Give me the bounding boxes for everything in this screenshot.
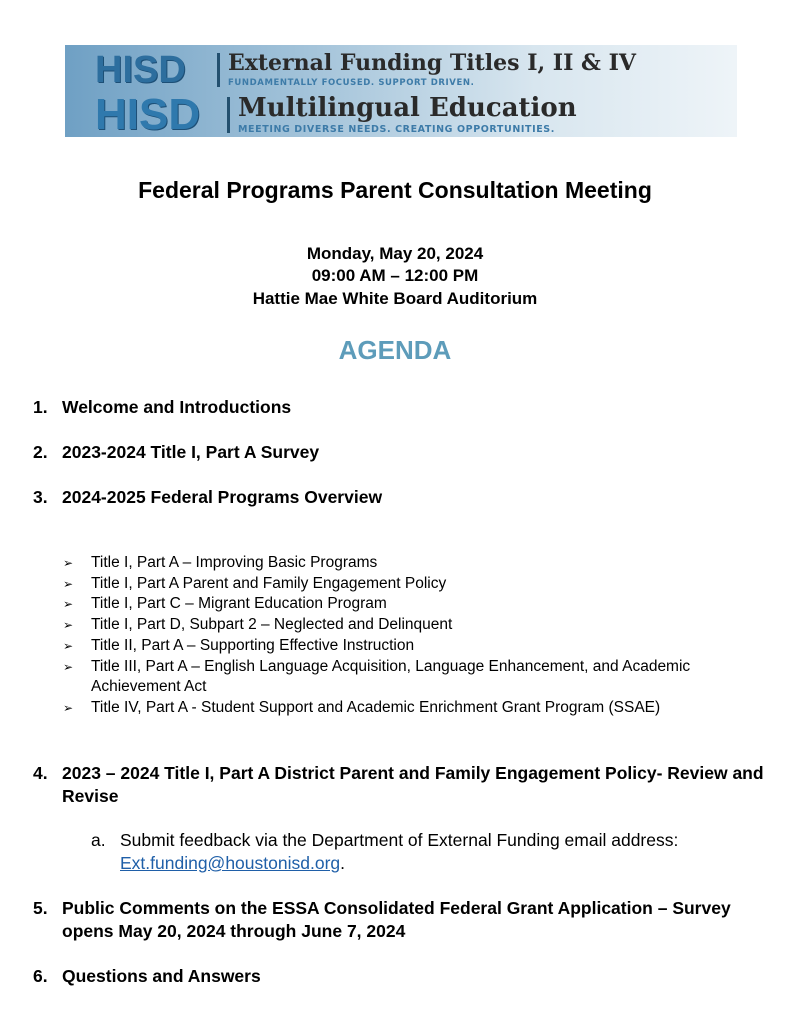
feedback-text: Submit feedback via the Department of External Funding email address: (120, 830, 679, 850)
list-item: ➢ Title III, Part A – English Language Acquisition, Language Enhancement, and Academic Achievement Act (63, 657, 783, 698)
list-item: ➢ Title II, Part A – Supporting Effective Instruction (63, 636, 783, 657)
agenda-item: 3. 2024-2025 Federal Programs Overview (33, 487, 383, 507)
banner-row-multilingual (65, 90, 577, 137)
arrow-bullet-icon: ➢ (63, 638, 74, 653)
agenda-item: 6. Questions and Answers (33, 966, 261, 986)
banner-title-external-funding: External Funding Titles I, II & IV (228, 50, 636, 77)
arrow-bullet-icon: ➢ (63, 618, 74, 633)
agenda-item: 4. 2023 – 2024 Title I, Part A District Parent and Family Engagement Policy- Review and Revise (33, 763, 764, 806)
overview-bullet-list (63, 553, 783, 719)
arrow-bullet-icon: ➢ (63, 556, 74, 570)
list-item: ➢ Title I, Part A Parent and Family Engagement Policy (63, 574, 783, 595)
agenda-item: 1. Welcome and Introductions (33, 397, 292, 417)
hisd-logo: HISD (95, 90, 201, 137)
agenda-item: 5. Public Comments on the ESSA Consolidated Federal Grant Application – Survey opens May 20, 2024 through June 7, 2024 (33, 898, 731, 941)
list-item: ➢ Title I, Part C – Migrant Education Program (63, 594, 783, 615)
meeting-location: Hattie Mae White Board Auditorium (252, 289, 538, 308)
hisd-logo: HISD (95, 49, 186, 91)
feedback-email-link[interactable]: Ext.funding@houstonisd.org (120, 853, 341, 873)
banner-tagline-external-funding: FUNDAMENTALLY FOCUSED. SUPPORT DRIVEN. (228, 77, 475, 88)
list-item: ➢ Title IV, Part A - Student Support and Academic Enrichment Grant Program (SSAE) (63, 698, 783, 719)
header-banner (65, 45, 737, 137)
agenda-heading: AGENDA (338, 335, 452, 365)
meeting-time: 09:00 AM – 12:00 PM (311, 266, 479, 285)
arrow-bullet-icon: ➢ (63, 700, 74, 715)
banner-divider (217, 53, 220, 87)
list-item: ➢ Title I, Part A – Improving Basic Programs (63, 553, 783, 574)
banner-tagline-multilingual: MEETING DIVERSE NEEDS. CREATING OPPORTUNITIES. (238, 124, 555, 136)
arrow-bullet-icon: ➢ (63, 659, 74, 674)
arrow-bullet-icon: ➢ (63, 576, 74, 591)
meeting-date: Monday, May 20, 2024 (306, 244, 484, 263)
banner-row-external-funding (65, 49, 636, 91)
arrow-bullet-icon: ➢ (63, 597, 74, 612)
banner-divider (227, 97, 230, 133)
banner-title-multilingual: Multilingual Education (238, 92, 577, 123)
list-item: ➢ Title I, Part D, Subpart 2 – Neglected and Delinquent (63, 615, 783, 636)
feedback-subitem: a. Submit feedback via the Department of External Funding email address: Ext.funding@houstonisd.org. (91, 830, 679, 873)
page-title: Federal Programs Parent Consultation Meeting (138, 177, 652, 203)
agenda-item: 2. 2023-2024 Title I, Part A Survey (33, 442, 320, 462)
